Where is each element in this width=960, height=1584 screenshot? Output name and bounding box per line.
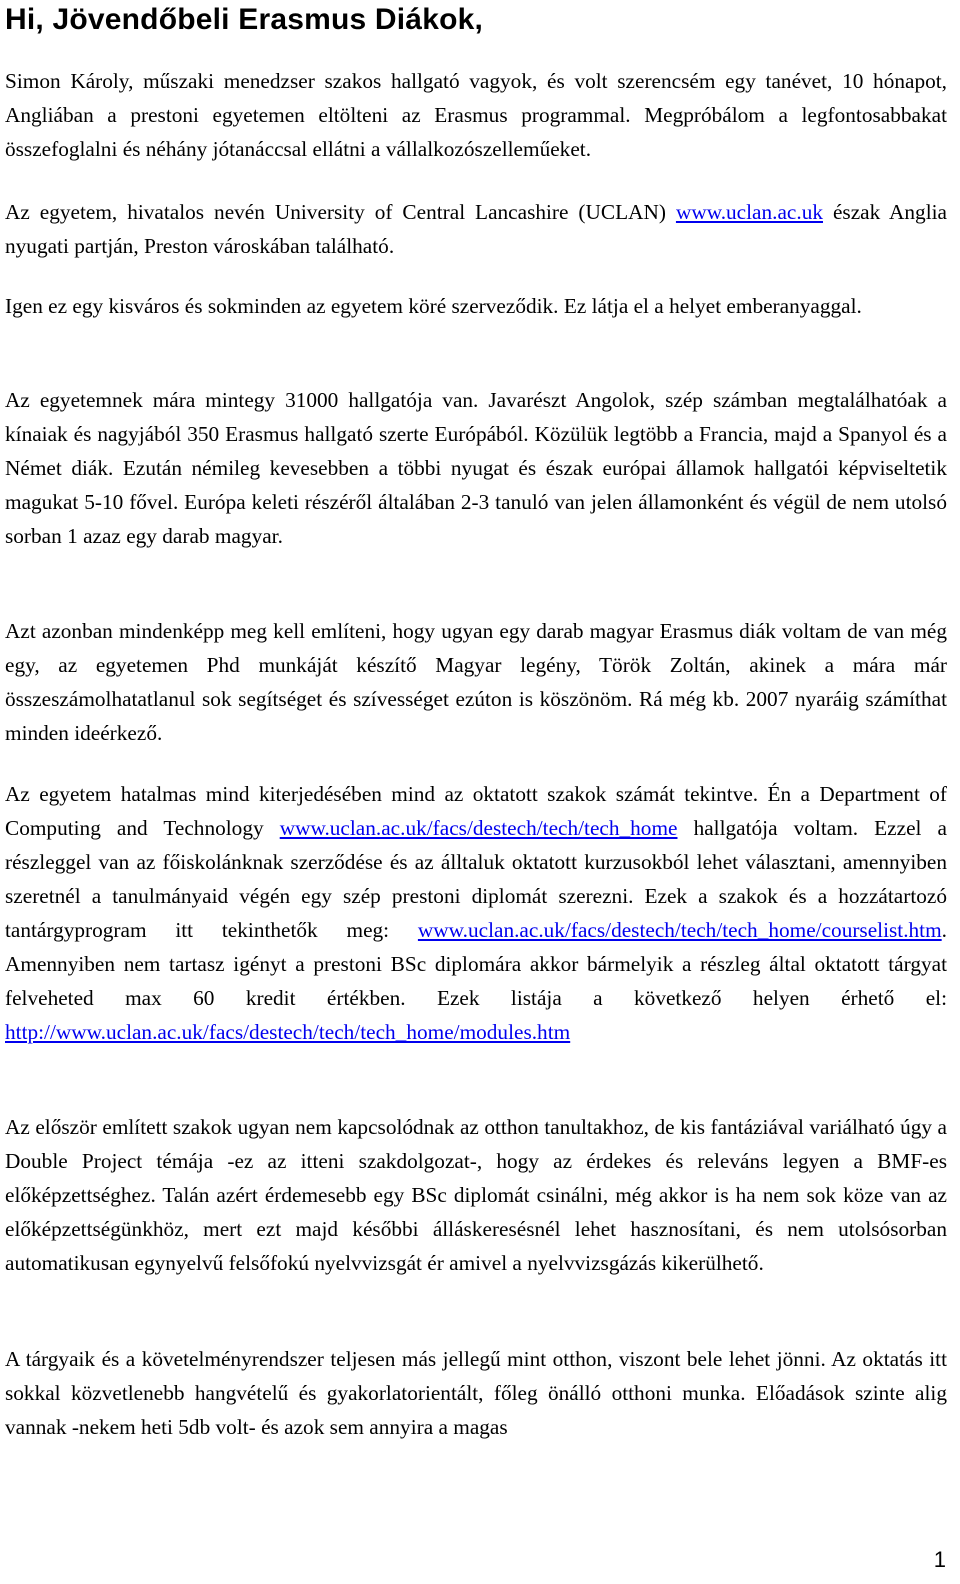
uclan-homepage-link[interactable]: www.uclan.ac.uk: [675, 200, 823, 224]
courses-paragraph: Az először említett szakok ugyan nem kapcsolódnak az otthon tanultakhoz, de kis fantáziával variálható úgy a Double Project témája -ez az itteni szakdolgozat-, hogy az érdekes és releváns legyen a BMF-es előképzettséghez. Talán azért érdemesebb egy BSc diplomát csinálni, még akkor is ha nem sok köze van az előképzettségünkhöz, mert ezt majd későbbi álláskeresésnél lehet hasznosítani, és nem utolsósorban automatikusan egynyelvű felsőfokú nyelvvizsgát ér amivel a nyelvvizsgázás kikerülhető.: [5, 1115, 947, 1275]
university-paragraph: [5, 195, 947, 263]
intro-paragraph: Simon Károly, műszaki menedzser szakos hallgató vagyok, és volt szerencsém egy tanévet, 10 hónapot, Angliában a prestoni egyetemen eltölteni az Erasmus programmal. Megpróbálom a legfontosabbakat összefoglalni és néhány jótanáccsal ellátni a vállalkozószelleműeket.: [5, 69, 947, 161]
university-text-start: Az egyetem, hivatalos nevén University of Central Lancashire (UCLAN): [5, 200, 676, 224]
department-text-2: hallgatója voltam. Ezzel a részleggel van az főiskolánknak szerződése és az álltaluk oktatott kurzusokból lehet választani, amennyiben szeretnél a tanulmányaid végén egy szép prestoni diplomát szerezni. Ezek a szakok és a hozzátartozó tantárgyprogram itt tekinthetők meg:: [5, 816, 947, 942]
modules-link[interactable]: http://www.uclan.ac.uk/facs/destech/tech/tech_home/modules.htm: [5, 1020, 571, 1044]
department-text-1: Az egyetem hatalmas mind kiterjedésében mind az oktatott szakok számát tekintve. Én a Department of Computing and Technology: [5, 782, 947, 840]
department-text-3: . Amennyiben nem tartasz igényt a prestoni BSc diplomára akkor bármelyik a részleg által oktatott tárgyat felveheted max 60 kredit értékben. Ezek listája a következő helyen érhető el:: [5, 918, 947, 1010]
page-title: Hi, Jövendőbeli Erasmus Diákok,: [5, 3, 484, 36]
requirements-paragraph: A tárgyaik és a követelményrendszer teljesen más jellegű mint otthon, viszont bele lehet jönni. Az oktatás itt sokkal közvetlenebb hangvételű és gyakorlatorientált, főleg önálló otthoni munka. Előadások szinte alig vannak -nekem heti 5db volt- és azok sem annyira a magas: [5, 1347, 947, 1439]
department-paragraph: [5, 777, 947, 1049]
hungarian-students-paragraph: Azt azonban mindenképp meg kell említeni, hogy ugyan egy darab magyar Erasmus diák voltam de van még egy, az egyetemen Phd munkáját készítő Magyar legény, Török Zoltán, akinek a mára már összeszámolhatatlanul sok segítséget és szívességet ezúton is köszönöm. Rá még kb. 2007 nyaráig számíthat minden ideérkező.: [5, 619, 947, 745]
document-page: [5, 0, 947, 1439]
page-number: 1: [933, 1547, 946, 1572]
university-text-end: észak Anglia nyugati partján, Preston városkában található.: [5, 200, 947, 258]
town-paragraph: Igen ez egy kisváros és sokminden az egyetem köré szerveződik. Ez látja el a helyet emberanyaggal.: [5, 294, 862, 318]
courselist-link[interactable]: www.uclan.ac.uk/facs/destech/tech/tech_home/courselist.htm: [417, 918, 942, 942]
department-link[interactable]: www.uclan.ac.uk/facs/destech/tech/tech_home: [279, 816, 678, 840]
students-paragraph: Az egyetemnek mára mintegy 31000 hallgatója van. Javarészt Angolok, szép számban megtalálhatóak a kínaiak és nagyjából 350 Erasmus hallgató szerte Európából. Közülük legtöbb a Francia, majd a Spanyol és a Német diák. Ezután némileg kevesebben a többi nyugat és észak európai államok hallgatói képviseltetik magukat 5-10 fővel. Európa keleti részéről általában 2-3 tanuló van jelen államonként és végül de nem utolsó sorban 1 azaz egy darab magyar.: [5, 388, 947, 548]
